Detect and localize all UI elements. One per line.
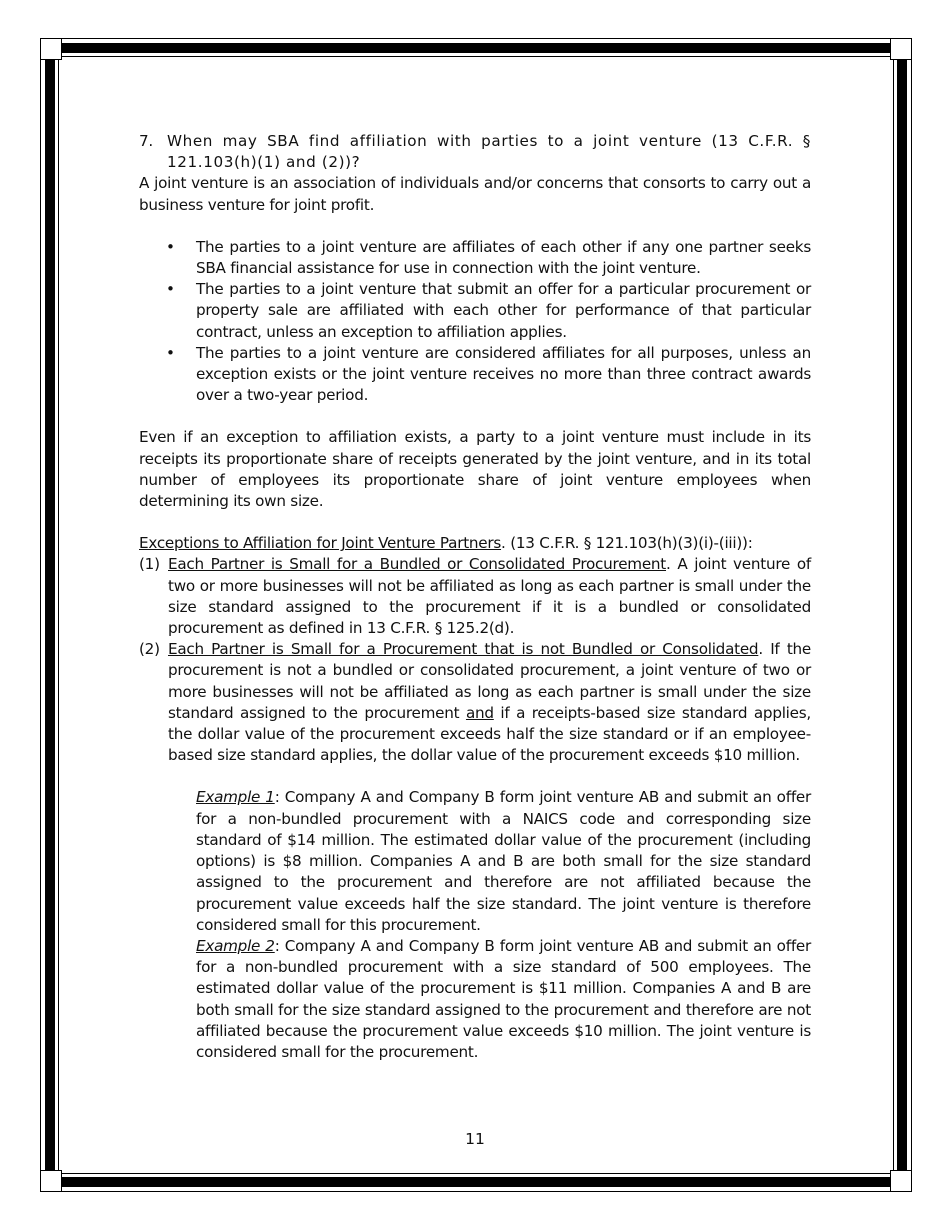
document-body (139, 131, 811, 1063)
example-2: Example 2: Company A and Company B form joint venture AB and submit an offer for a non-bundled procurement with a size standard of 500 employees. The estimated dollar value of the procurement is $11 million. Companies A and B are both small for the size standard assigned to the procurement and therefore are not affiliated because the procurement value exceeds $10 million. The joint venture is considered small for the procurement. (196, 936, 811, 1061)
page-number: 11 (465, 1130, 485, 1148)
border-corner-bottom-left (40, 1170, 62, 1192)
list-item: • The parties to a joint venture are affiliates of each other if any one partner seeks SBA financial assistance for use in connection with the joint venture. (139, 237, 811, 279)
example-1: Example 1: Company A and Company B form joint venture AB and submit an offer for a non-bundled procurement with a NAICS code and corresponding size standard of $14 million. The estimated dollar value of the procurement (including options) is $8 million. Companies A and B are both small for the size standard assigned to the procurement and therefore are not affiliated because the procurement value exceeds half the size standard. The joint venture is therefore considered small for this procurement. (196, 788, 811, 934)
intro-paragraph: A joint venture is an association of individuals and/or concerns that consorts to carry out a business venture for joint profit. (139, 174, 811, 214)
bullet-icon: • (166, 343, 175, 362)
exception-item-2: (2) Each Partner is Small for a Procurement that is not Bundled or Consolidated. If the procurement is not a bundled or consolidated procurement, a joint venture of two or more businesses will not be affiliated as long as each partner is small under the size standard assigned to the procurement and if a receipts-based size standard applies, the dollar value of the procurement exceeds half the size standard or if an employee-based size standard applies, the dollar value of the procurement exceeds $10 million. (139, 640, 811, 765)
bullet-icon: • (166, 280, 175, 299)
border-corner-bottom-right (890, 1170, 912, 1192)
border-corner-top-right (890, 38, 912, 60)
section-question: When may SBA find affiliation with parties to a joint venture (13 C.F.R. § 121.103(h)(1) and (2))? (167, 132, 811, 172)
affiliation-bullet-list (139, 237, 811, 407)
border-corner-top-left (40, 38, 62, 60)
list-item: • The parties to a joint venture are considered affiliates for all purposes, unless an exception exists or the joint venture receives no more than three contract awards over a two-year period. (139, 343, 811, 407)
exception-paragraph: Even if an exception to affiliation exists, a party to a joint venture must include in its receipts its proportionate share of receipts generated by the joint venture, and in its total number of employees its proportionate share of joint venture employees when determining its own size. (139, 428, 811, 511)
list-item: • The parties to a joint venture that submit an offer for a particular procurement or property sale are affiliated with each other for performance of that particular contract, unless an exception to affiliation applies. (139, 279, 811, 343)
bullet-icon: • (166, 237, 175, 256)
exception-item-1: (1) Each Partner is Small for a Bundled or Consolidated Procurement. A joint venture of two or more businesses will not be affiliated as long as each partner is small under the size standard assigned to the procurement if it is a bundled or consolidated procurement as defined in 13 C.F.R. § 125.2(d). (139, 555, 811, 638)
exceptions-heading: Exceptions to Affiliation for Joint Venture Partners. (13 C.F.R. § 121.103(h)(3)(i)-(iii)): (139, 534, 753, 553)
section-number: 7. (139, 132, 153, 150)
section-heading (139, 131, 811, 173)
